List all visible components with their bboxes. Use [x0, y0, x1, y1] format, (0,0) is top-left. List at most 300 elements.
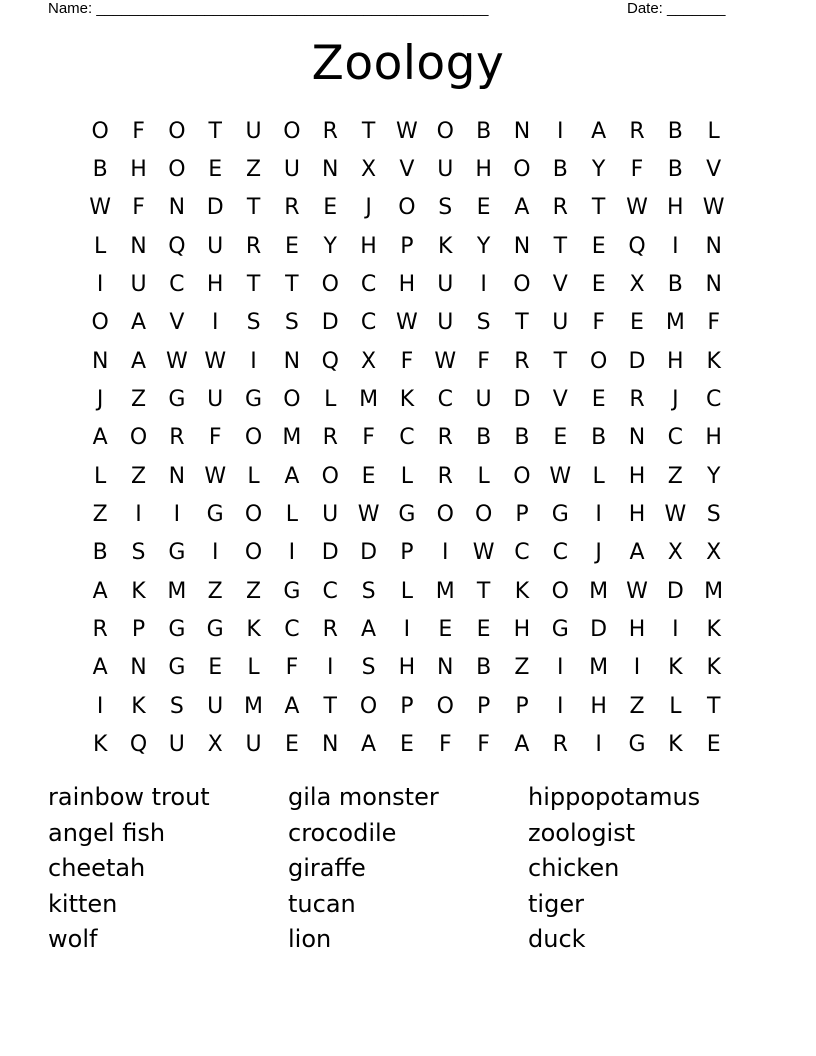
grid-letter[interactable]: S	[361, 655, 376, 681]
grid-letter[interactable]: H	[667, 195, 684, 221]
grid-letter[interactable]: D	[513, 387, 531, 413]
grid-letter[interactable]: W	[396, 310, 418, 336]
grid-letter[interactable]: B	[591, 425, 607, 451]
grid-letter[interactable]: L	[477, 463, 490, 489]
grid-letter[interactable]: E	[284, 732, 299, 758]
grid-letter[interactable]: M	[704, 578, 724, 604]
grid-letter[interactable]: S	[284, 310, 299, 336]
grid-letter[interactable]: N	[283, 348, 301, 374]
grid-letter[interactable]: A	[284, 693, 300, 719]
grid-letter[interactable]: M	[665, 310, 685, 336]
grid-letter[interactable]: O	[513, 272, 531, 298]
grid-letter[interactable]: E	[284, 233, 299, 259]
grid-letter[interactable]: X	[361, 157, 377, 183]
grid-letter[interactable]: P	[515, 502, 529, 528]
grid-letter[interactable]: I	[595, 732, 602, 758]
grid-letter[interactable]: F	[132, 118, 145, 144]
grid-letter[interactable]: U	[475, 387, 492, 413]
grid-letter[interactable]: I	[480, 272, 487, 298]
grid-letter[interactable]: N	[91, 348, 109, 374]
grid-letter[interactable]: I	[96, 693, 104, 719]
word-list-item: rainbow trout	[48, 783, 210, 811]
grid-letter[interactable]: I	[633, 655, 641, 681]
grid-letter[interactable]: A	[284, 463, 300, 489]
grid-letter[interactable]: O	[91, 310, 109, 336]
grid-letter[interactable]: H	[206, 272, 224, 298]
grid-letter[interactable]: C	[169, 272, 185, 298]
grid-letter[interactable]: Y	[706, 463, 721, 489]
grid-letter[interactable]: B	[667, 118, 683, 144]
grid-letter[interactable]: M	[282, 425, 302, 451]
grid-letter[interactable]: S	[361, 578, 376, 604]
grid-letter[interactable]: J	[96, 387, 104, 413]
grid-letter[interactable]: T	[361, 118, 376, 144]
grid-letter[interactable]: K	[706, 655, 721, 681]
grid-letter[interactable]: F	[132, 195, 145, 221]
grid-letter[interactable]: B	[514, 425, 530, 451]
grid-letter[interactable]: N	[322, 157, 339, 183]
grid-letter[interactable]: W	[396, 118, 418, 144]
grid-letter[interactable]: W	[702, 195, 725, 221]
grid-letter[interactable]: E	[553, 425, 568, 451]
grid-letter[interactable]: U	[207, 387, 224, 413]
page-title: Zoology	[311, 36, 505, 91]
grid-letter[interactable]: K	[706, 617, 721, 643]
grid-letter[interactable]: E	[361, 463, 376, 489]
grid-letter[interactable]: O	[513, 463, 531, 489]
grid-letter[interactable]: P	[400, 693, 414, 719]
word-list-item: angel fish	[48, 818, 166, 847]
grid-letter[interactable]: O	[359, 693, 378, 719]
grid-letter[interactable]: D	[206, 195, 224, 221]
grid-letter[interactable]: R	[322, 617, 338, 643]
grid-letter[interactable]: H	[628, 463, 646, 489]
grid-letter[interactable]: L	[400, 463, 414, 489]
grid-letter[interactable]: G	[168, 540, 186, 566]
grid-letter[interactable]: S	[169, 693, 184, 719]
grid-letter[interactable]: L	[94, 463, 107, 489]
grid-letter[interactable]: R	[322, 425, 338, 451]
grid-letter[interactable]: C	[360, 310, 377, 336]
grid-letter[interactable]: X	[361, 348, 377, 374]
grid-letter[interactable]: Z	[92, 502, 108, 528]
grid-letter[interactable]: K	[668, 655, 683, 681]
grid-letter[interactable]: P	[515, 693, 529, 719]
grid-letter[interactable]: U	[437, 310, 454, 336]
grid-letter[interactable]: E	[399, 732, 414, 758]
word-list-item: duck	[528, 925, 586, 953]
grid-letter[interactable]: K	[668, 732, 683, 758]
grid-letter[interactable]: D	[628, 348, 646, 374]
grid-letter[interactable]: O	[436, 118, 454, 144]
grid-letter[interactable]: H	[590, 693, 607, 719]
grid-letter[interactable]: H	[398, 655, 416, 681]
grid-letter[interactable]: O	[321, 272, 339, 298]
grid-letter[interactable]: L	[247, 655, 260, 681]
grid-letter[interactable]: I	[442, 540, 449, 566]
grid-letter[interactable]: R	[552, 732, 568, 758]
grid-letter[interactable]: Y	[591, 157, 606, 183]
grid-letter[interactable]: O	[168, 157, 186, 183]
grid-letter[interactable]: R	[322, 118, 338, 144]
grid-letter[interactable]: T	[476, 578, 491, 604]
grid-letter[interactable]: H	[705, 425, 722, 451]
grid-letter[interactable]: H	[398, 272, 416, 298]
grid-letter[interactable]: F	[400, 348, 414, 374]
grid-letter[interactable]: M	[244, 693, 264, 719]
grid-letter[interactable]: J	[672, 387, 679, 413]
grid-letter[interactable]: B	[552, 157, 568, 183]
grid-letter[interactable]: O	[244, 540, 263, 566]
grid-letter[interactable]: T	[553, 348, 568, 374]
grid-letter[interactable]: F	[630, 157, 644, 183]
grid-letter[interactable]: U	[207, 233, 224, 259]
grid-letter[interactable]: W	[434, 348, 457, 374]
grid-letter[interactable]: P	[476, 693, 491, 719]
grid-letter[interactable]: I	[211, 540, 219, 566]
grid-letter[interactable]: W	[89, 195, 112, 221]
grid-letter[interactable]: X	[629, 272, 645, 298]
grid-letter[interactable]: A	[591, 118, 607, 144]
grid-letter[interactable]: A	[92, 578, 108, 604]
grid-letter[interactable]: T	[246, 272, 261, 298]
grid-letter[interactable]: K	[514, 578, 530, 604]
grid-letter[interactable]: R	[284, 195, 300, 221]
grid-letter[interactable]: M	[435, 578, 455, 604]
grid-letter[interactable]: Y	[476, 233, 491, 259]
grid-letter[interactable]: H	[667, 348, 684, 374]
grid-letter[interactable]: U	[283, 157, 300, 183]
grid-letter[interactable]: N	[705, 272, 722, 298]
grid-letter[interactable]: O	[551, 578, 569, 604]
grid-letter[interactable]: N	[513, 118, 531, 144]
grid-letter[interactable]: T	[323, 693, 337, 719]
grid-letter[interactable]: O	[129, 425, 148, 451]
grid-letter[interactable]: W	[472, 540, 495, 566]
grid-letter[interactable]: A	[629, 540, 645, 566]
grid-letter[interactable]: P	[131, 617, 146, 643]
grid-letter[interactable]: U	[245, 118, 262, 144]
grid-letter[interactable]: W	[165, 348, 188, 374]
grid-letter[interactable]: F	[592, 310, 605, 336]
grid-letter[interactable]: F	[477, 348, 490, 374]
grid-letter[interactable]: T	[553, 233, 568, 259]
grid-letter[interactable]: E	[476, 195, 491, 221]
grid-letter[interactable]: B	[476, 425, 492, 451]
grid-letter[interactable]: D	[321, 310, 339, 336]
grid-letter[interactable]: S	[476, 310, 491, 336]
grid-letter[interactable]: J	[595, 540, 602, 566]
header-row	[48, 0, 740, 18]
grid-letter[interactable]: R	[514, 348, 530, 374]
grid-letter[interactable]: B	[476, 655, 492, 681]
grid-letter[interactable]: F	[362, 425, 375, 451]
grid-letter[interactable]: X	[667, 540, 683, 566]
grid-letter[interactable]: B	[92, 157, 108, 183]
grid-letter[interactable]: A	[130, 310, 147, 336]
grid-letter[interactable]: G	[206, 617, 224, 643]
grid-letter[interactable]: M	[167, 578, 187, 604]
grid-letter[interactable]: W	[626, 578, 648, 604]
grid-letter[interactable]: C	[322, 578, 338, 604]
grid-letter[interactable]: M	[589, 655, 609, 681]
grid-letter[interactable]: I	[672, 233, 679, 259]
grid-letter[interactable]: K	[438, 233, 453, 259]
grid-letter[interactable]: V	[399, 157, 415, 183]
word-list-item: gila monster	[288, 783, 439, 811]
grid-letter[interactable]: I	[135, 502, 142, 528]
grid-letter[interactable]: L	[669, 693, 682, 719]
grid-letter[interactable]: P	[400, 233, 414, 259]
grid-letter[interactable]: N	[705, 233, 722, 259]
grid-letter[interactable]: E	[706, 732, 721, 758]
grid-letter[interactable]: F	[208, 425, 222, 451]
grid-letter[interactable]: A	[514, 732, 530, 758]
grid-letter[interactable]: Q	[129, 732, 148, 758]
grid-letter[interactable]: N	[130, 233, 147, 259]
grid-letter[interactable]: O	[244, 502, 263, 528]
grid-letter[interactable]: R	[629, 387, 645, 413]
grid-letter[interactable]: L	[592, 463, 605, 489]
grid-letter[interactable]: F	[477, 732, 490, 758]
grid-letter[interactable]: C	[667, 425, 684, 451]
word-list-item: wolf	[48, 925, 98, 953]
grid-letter[interactable]: N	[130, 655, 147, 681]
grid-letter[interactable]: G	[168, 655, 186, 681]
grid-letter[interactable]: T	[285, 272, 299, 298]
grid-letter[interactable]: L	[247, 463, 260, 489]
grid-letter[interactable]: I	[173, 502, 181, 528]
grid-letter[interactable]: I	[326, 655, 334, 681]
grid-letter[interactable]: O	[91, 118, 109, 144]
grid-letter[interactable]: O	[244, 425, 263, 451]
grid-letter[interactable]: Z	[130, 463, 147, 489]
grid-letter[interactable]: Z	[629, 693, 645, 719]
word-list-item: giraffe	[288, 854, 366, 882]
grid-letter[interactable]: G	[398, 502, 416, 528]
grid-letter[interactable]: O	[283, 387, 301, 413]
grid-letter[interactable]: T	[208, 118, 222, 144]
grid-letter[interactable]: K	[399, 387, 415, 413]
grid-letter[interactable]: A	[92, 425, 108, 451]
grid-letter[interactable]: W	[204, 463, 227, 489]
grid-letter[interactable]: F	[285, 655, 299, 681]
grid-letter[interactable]: C	[437, 387, 453, 413]
grid-letter[interactable]: E	[591, 272, 606, 298]
grid-letter[interactable]: R	[169, 425, 185, 451]
grid-letter[interactable]: I	[595, 502, 602, 528]
grid-letter[interactable]: I	[211, 310, 219, 336]
grid-letter[interactable]: K	[92, 732, 108, 758]
grid-letter[interactable]: E	[630, 310, 644, 336]
grid-letter[interactable]: O	[283, 118, 301, 144]
grid-letter[interactable]: O	[436, 502, 454, 528]
grid-letter[interactable]: D	[666, 578, 684, 604]
grid-letter[interactable]: U	[245, 732, 262, 758]
grid-letter[interactable]: I	[557, 118, 564, 144]
grid-letter[interactable]: H	[628, 502, 646, 528]
grid-letter[interactable]: E	[591, 233, 606, 259]
grid-letter[interactable]: Z	[246, 157, 262, 183]
grid-letter[interactable]: A	[130, 348, 147, 374]
grid-letter[interactable]: A	[92, 655, 108, 681]
grid-letter[interactable]: B	[92, 540, 108, 566]
grid-letter[interactable]: Q	[168, 233, 186, 259]
grid-letter[interactable]: G	[551, 502, 569, 528]
grid-letter[interactable]: Q	[628, 233, 646, 259]
grid-letter[interactable]: Z	[130, 387, 147, 413]
grid-letter[interactable]: C	[552, 540, 568, 566]
grid-letter[interactable]: O	[321, 463, 339, 489]
grid-letter[interactable]: C	[284, 617, 300, 643]
grid-letter[interactable]: I	[96, 272, 104, 298]
grid-letter[interactable]: M	[589, 578, 609, 604]
grid-letter[interactable]: O	[589, 348, 608, 374]
grid-letter[interactable]: K	[706, 348, 721, 374]
word-list-item: lion	[288, 925, 332, 953]
grid-letter[interactable]: S	[131, 540, 146, 566]
grid-letter[interactable]: H	[130, 157, 147, 183]
grid-letter[interactable]: D	[360, 540, 378, 566]
grid-letter[interactable]: Z	[246, 578, 262, 604]
grid-letter[interactable]: D	[321, 540, 339, 566]
grid-letter[interactable]: T	[591, 195, 606, 221]
grid-letter[interactable]: K	[246, 617, 261, 643]
grid-letter[interactable]: W	[357, 502, 380, 528]
grid-letter[interactable]: U	[207, 693, 224, 719]
grid-letter[interactable]: L	[707, 118, 720, 144]
grid-letter[interactable]: V	[552, 387, 568, 413]
grid-letter[interactable]: B	[667, 157, 683, 183]
grid-letter[interactable]: E	[438, 617, 453, 643]
grid-letter[interactable]: W	[626, 195, 648, 221]
grid-letter[interactable]: H	[628, 617, 646, 643]
letter-grid	[81, 112, 733, 764]
grid-letter[interactable]: W	[204, 348, 227, 374]
grid-letter[interactable]: Z	[207, 578, 223, 604]
grid-letter[interactable]: L	[94, 233, 107, 259]
grid-letter[interactable]: D	[590, 617, 608, 643]
grid-letter[interactable]: W	[549, 463, 572, 489]
grid-letter[interactable]: K	[131, 578, 146, 604]
grid-letter[interactable]: Q	[321, 348, 339, 374]
grid-letter[interactable]: N	[168, 195, 186, 221]
grid-letter[interactable]: L	[324, 387, 337, 413]
grid-letter[interactable]: P	[400, 540, 414, 566]
grid-letter[interactable]: N	[168, 463, 186, 489]
grid-letter[interactable]: E	[591, 387, 606, 413]
grid-letter[interactable]: F	[438, 732, 452, 758]
grid-letter[interactable]: X	[706, 540, 722, 566]
grid-letter[interactable]: G	[245, 387, 263, 413]
grid-letter[interactable]: T	[246, 195, 261, 221]
grid-letter[interactable]: N	[437, 655, 454, 681]
grid-letter[interactable]: K	[131, 693, 146, 719]
grid-letter[interactable]: G	[206, 502, 224, 528]
grid-letter[interactable]: N	[322, 732, 339, 758]
grid-letter[interactable]: I	[250, 348, 257, 374]
grid-letter[interactable]: E	[476, 617, 491, 643]
grid-letter[interactable]: H	[475, 157, 492, 183]
grid-letter[interactable]: B	[667, 272, 683, 298]
grid-letter[interactable]: Y	[323, 233, 337, 259]
grid-letter[interactable]: U	[168, 732, 185, 758]
grid-letter[interactable]: I	[672, 617, 679, 643]
grid-letter[interactable]: E	[208, 157, 223, 183]
grid-letter[interactable]: U	[130, 272, 147, 298]
grid-letter[interactable]: V	[706, 157, 722, 183]
grid-letter[interactable]: Z	[667, 463, 683, 489]
grid-letter[interactable]: G	[628, 732, 646, 758]
grid-letter[interactable]: B	[476, 118, 492, 144]
grid-letter[interactable]: A	[514, 195, 530, 221]
grid-letter[interactable]: E	[208, 655, 223, 681]
grid-letter[interactable]: J	[365, 195, 372, 221]
grid-letter[interactable]: V	[169, 310, 185, 336]
grid-letter[interactable]: T	[706, 693, 721, 719]
grid-letter[interactable]: O	[513, 157, 531, 183]
grid-letter[interactable]: G	[168, 387, 186, 413]
grid-letter[interactable]: R	[245, 233, 262, 259]
grid-letter[interactable]: C	[360, 272, 377, 298]
grid-letter[interactable]: F	[707, 310, 720, 336]
grid-letter[interactable]: R	[92, 617, 108, 643]
grid-letter[interactable]: R	[437, 425, 453, 451]
grid-letter[interactable]: O	[168, 118, 186, 144]
grid-letter[interactable]: H	[513, 617, 531, 643]
grid-letter[interactable]: M	[359, 387, 379, 413]
grid-letter[interactable]: S	[246, 310, 261, 336]
grid-letter[interactable]: I	[557, 693, 564, 719]
grid-letter[interactable]: O	[398, 195, 416, 221]
grid-letter[interactable]: R	[552, 195, 568, 221]
grid-letter[interactable]: H	[360, 233, 377, 259]
word-list-item: tucan	[288, 889, 356, 918]
grid-letter[interactable]: O	[436, 693, 454, 719]
grid-letter[interactable]: L	[285, 502, 299, 528]
grid-letter[interactable]: I	[403, 617, 411, 643]
grid-letter[interactable]: A	[361, 732, 377, 758]
grid-letter[interactable]: A	[361, 617, 377, 643]
grid-letter[interactable]: C	[399, 425, 415, 451]
grid-letter[interactable]: C	[514, 540, 530, 566]
grid-letter[interactable]: O	[474, 502, 493, 528]
grid-letter[interactable]: N	[628, 425, 646, 451]
grid-letter[interactable]: S	[706, 502, 721, 528]
grid-letter[interactable]: L	[400, 578, 414, 604]
grid-letter[interactable]: R	[437, 463, 453, 489]
grid-letter[interactable]: G	[551, 617, 569, 643]
grid-letter[interactable]: X	[207, 732, 223, 758]
grid-letter[interactable]: U	[322, 502, 339, 528]
grid-letter[interactable]: U	[437, 272, 454, 298]
grid-letter[interactable]: I	[288, 540, 296, 566]
grid-letter[interactable]: C	[705, 387, 722, 413]
grid-letter[interactable]: G	[168, 617, 186, 643]
grid-letter[interactable]: R	[629, 118, 645, 144]
grid-letter[interactable]: U	[552, 310, 569, 336]
grid-letter[interactable]: V	[552, 272, 568, 298]
grid-letter[interactable]: T	[515, 310, 529, 336]
grid-letter[interactable]: Z	[514, 655, 530, 681]
grid-letter[interactable]: U	[437, 157, 454, 183]
grid-letter[interactable]: G	[283, 578, 301, 604]
grid-letter[interactable]: W	[664, 502, 687, 528]
grid-letter[interactable]: I	[557, 655, 564, 681]
grid-letter[interactable]: S	[438, 195, 453, 221]
grid-letter[interactable]: E	[323, 195, 338, 221]
grid-letter[interactable]: N	[513, 233, 531, 259]
